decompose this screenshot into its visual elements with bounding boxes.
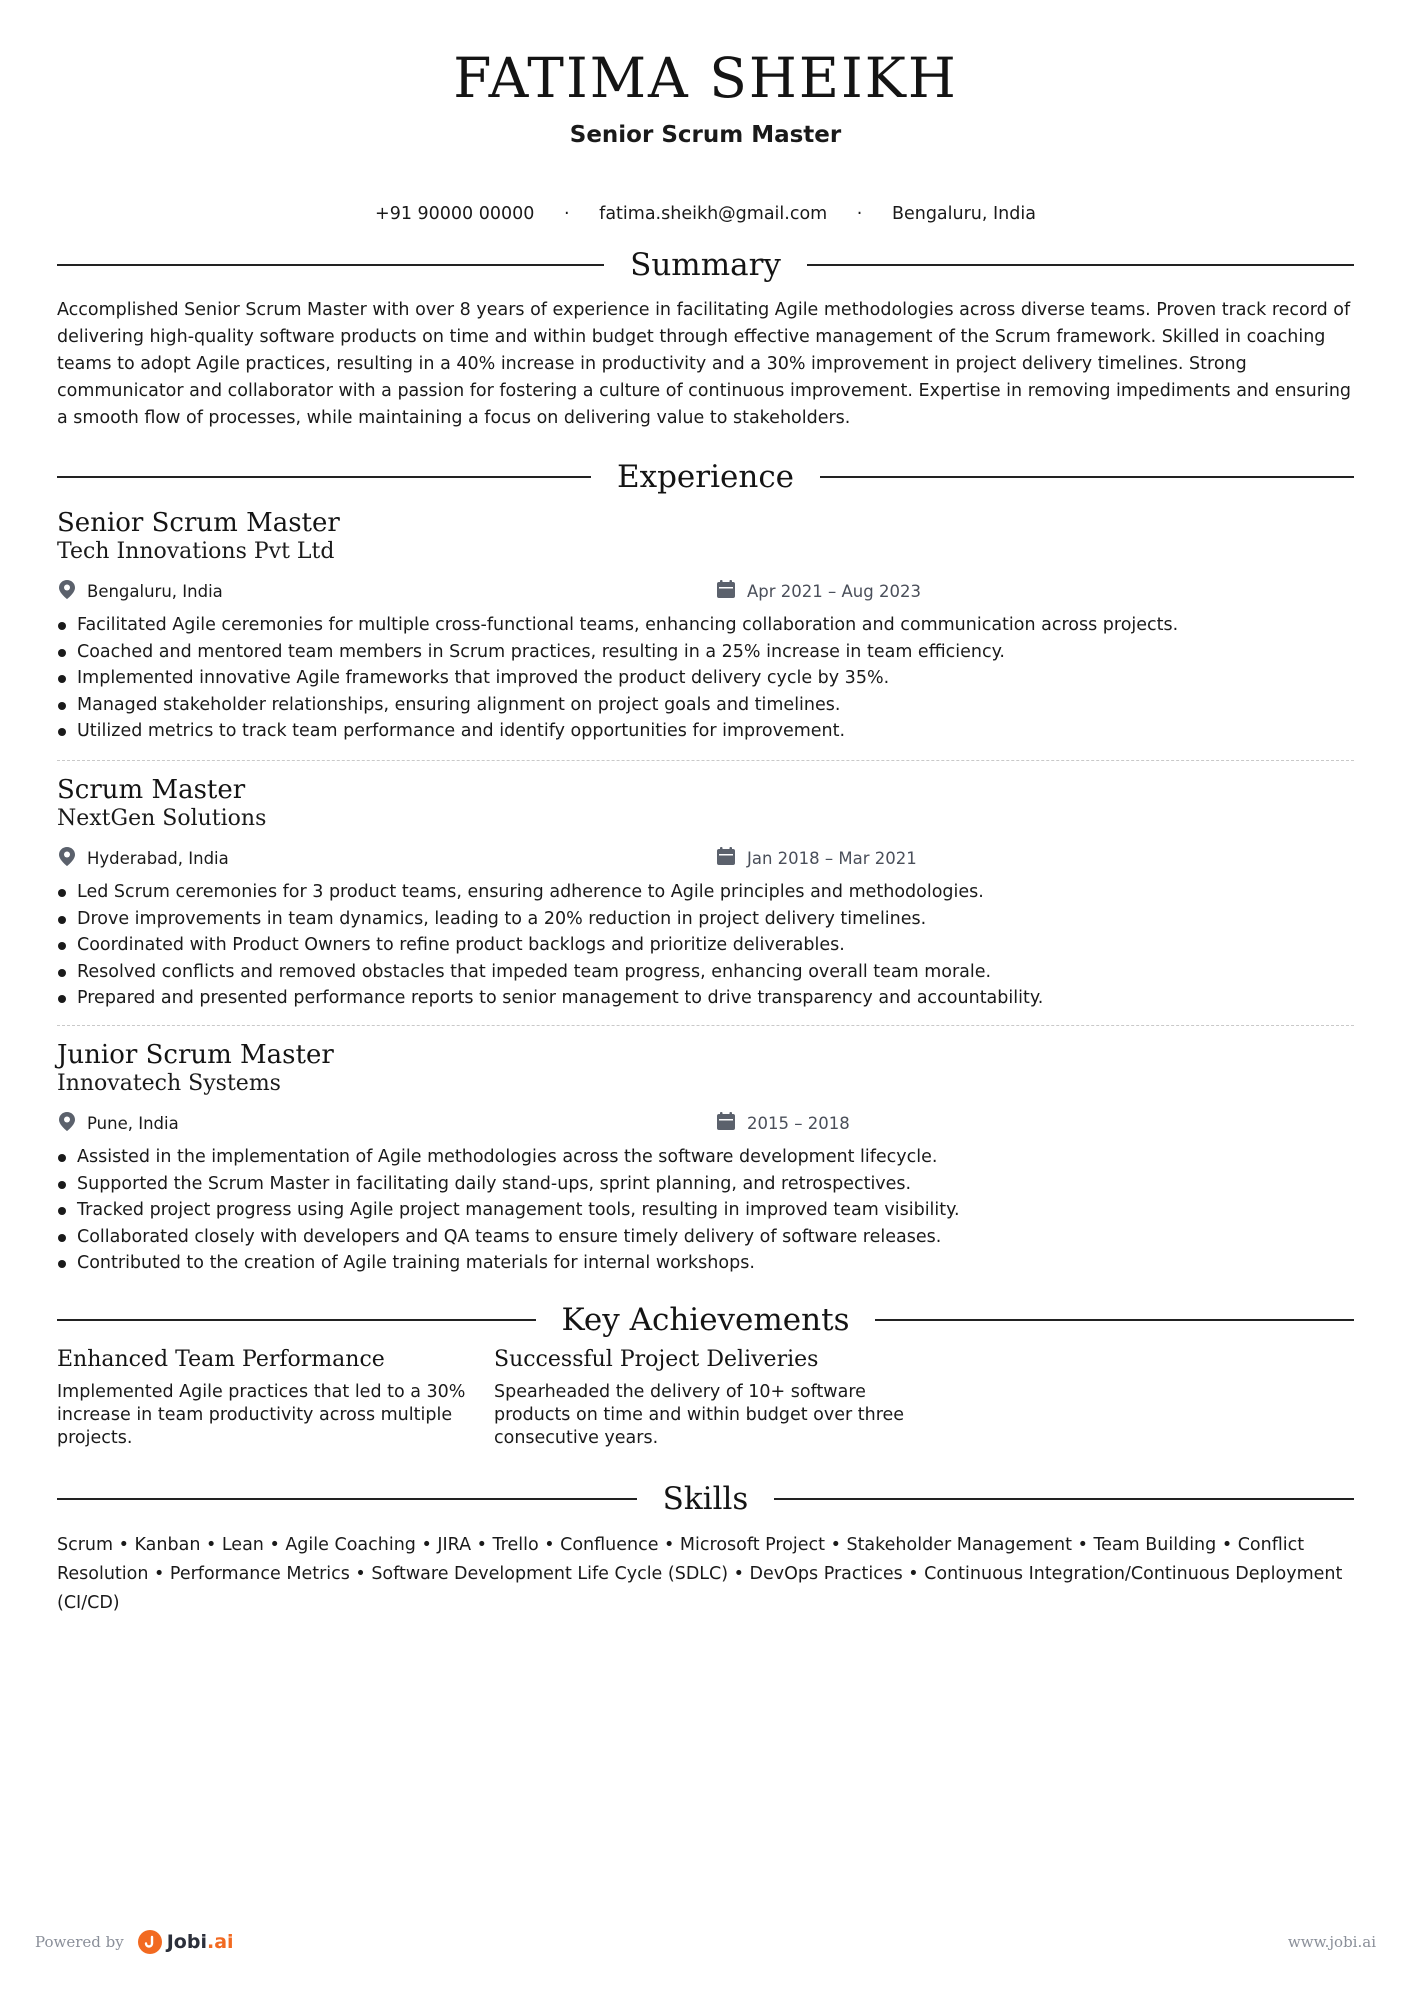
job-company: Innovatech Systems (57, 1071, 281, 1096)
job-bullet: Utilized metrics to track team performance and identify opportunities for improvement. (57, 718, 1354, 745)
job-location-text: Bengaluru, India (87, 582, 223, 601)
heading-rule (57, 476, 591, 478)
experience-entry (57, 508, 1354, 745)
heading-rule (57, 1319, 536, 1321)
job-bullet: Implemented innovative Agile frameworks that improved the product delivery cycle by 35%. (57, 665, 1354, 692)
job-bullet: Coordinated with Product Owners to refine product backlogs and prioritize deliverables. (57, 932, 1354, 959)
job-dates-text: 2015 – 2018 (747, 1113, 850, 1133)
job-company: Tech Innovations Pvt Ltd (57, 539, 335, 564)
job-bullet: Collaborated closely with developers and QA teams to ensure timely delivery of software releases. (57, 1224, 1354, 1251)
summary-text: Accomplished Senior Scrum Master with over 8 years of experience in facilitating Agile methodologies across diverse teams. Proven track record of delivering high-quality software products on time and within budget through effective management of the Scrum framework. Skilled in coaching teams to adopt Agile practices, resulting in a 40% increase in productivity and a 30% improvement in project delivery timelines. Strong communicator and collaborator with a passion for fostering a culture of continuous improvement. Expertise in removing impediments and ensuring a smooth flow of processes, while maintaining a focus on delivering value to stakeholders. (57, 300, 1352, 428)
map-pin-icon (59, 1112, 75, 1135)
job-dates-text: Jan 2018 – Mar 2021 (747, 848, 917, 868)
job-location (59, 847, 229, 870)
job-dates (717, 580, 921, 602)
contact-phone: +91 90000 00000 (375, 204, 535, 224)
powered-by-label: Powered by (35, 1933, 124, 1951)
job-bullet: Prepared and presented performance reports to senior management to drive transparency and accountability. (57, 985, 1354, 1012)
achievement-item (57, 1345, 477, 1450)
job-bullet: Coached and mentored team members in Scrum practices, resulting in a 25% increase in team efficiency. (57, 639, 1354, 666)
logo-accent: .ai (206, 1931, 234, 1953)
skills-heading (57, 1479, 1354, 1519)
logo-main: Jobi (166, 1931, 207, 1953)
job-bullets (57, 1144, 1354, 1277)
job-meta (57, 847, 1354, 873)
job-dates-text: Apr 2021 – Aug 2023 (747, 581, 921, 601)
job-location-text: Hyderabad, India (87, 849, 229, 868)
entry-divider (57, 1025, 1354, 1026)
achievements-heading (57, 1300, 1354, 1340)
skills-title: Skills (662, 1481, 749, 1517)
job-bullets (57, 879, 1354, 1012)
heading-rule (875, 1319, 1354, 1321)
summary-heading (57, 245, 1354, 285)
job-bullet: Supported the Scrum Master in facilitating daily stand-ups, sprint planning, and retrospectives. (57, 1171, 1354, 1198)
jobi-logo-text (167, 1931, 234, 1953)
calendar-icon (717, 580, 735, 602)
calendar-icon (717, 847, 735, 869)
job-bullet: Resolved conflicts and removed obstacles that impeded team progress, enhancing overall team morale. (57, 959, 1354, 986)
footer-branding (35, 1930, 234, 1954)
job-dates (717, 1112, 850, 1134)
job-location-text: Pune, India (87, 1114, 179, 1133)
job-bullet: Drove improvements in team dynamics, leading to a 20% reduction in project delivery timelines. (57, 906, 1354, 933)
job-location (59, 1112, 179, 1135)
summary-title: Summary (630, 247, 781, 283)
contact-email: fatima.sheikh@gmail.com (599, 204, 828, 224)
achievement-description: Implemented Agile practices that led to a 30% increase in team productivity across multiple projects. (57, 1382, 466, 1448)
entry-divider (57, 760, 1354, 761)
jobi-logo-icon (138, 1930, 162, 1954)
experience-entry (57, 775, 1354, 1012)
job-company: NextGen Solutions (57, 806, 267, 831)
achievement-title: Successful Project Deliveries (494, 1347, 819, 1372)
job-bullet: Facilitated Agile ceremonies for multiple cross-functional teams, enhancing collaboration and communication across projects. (57, 612, 1354, 639)
job-title: Senior Scrum Master (57, 508, 340, 538)
experience-entry (57, 1040, 1354, 1277)
job-bullets (57, 612, 1354, 745)
contact-separator: · (564, 204, 570, 224)
footer-website-link[interactable]: www.jobi.ai (1287, 1933, 1376, 1951)
heading-rule (57, 1498, 637, 1500)
achievement-item (494, 1345, 914, 1450)
job-bullet: Managed stakeholder relationships, ensuring alignment on project goals and timelines. (57, 692, 1354, 719)
job-bullet: Tracked project progress using Agile project management tools, resulting in improved team visibility. (57, 1197, 1354, 1224)
experience-title: Experience (616, 459, 795, 495)
jobi-logo[interactable] (138, 1930, 234, 1954)
job-location (59, 580, 223, 603)
job-dates (717, 847, 917, 869)
job-meta (57, 580, 1354, 606)
heading-rule (807, 264, 1354, 266)
achievements-title: Key Achievements (561, 1302, 850, 1338)
heading-rule (820, 476, 1354, 478)
calendar-icon (717, 1112, 735, 1134)
job-bullet: Led Scrum ceremonies for 3 product teams, ensuring adherence to Agile principles and methodologies. (57, 879, 1354, 906)
job-meta (57, 1112, 1354, 1138)
skills-text: Scrum • Kanban • Lean • Agile Coaching • JIRA • Trello • Confluence • Microsoft Project • Stakeholder Management • Team Building • Conflict Resolution • Performance Metrics • Software Development Life Cycle (SDLC) • DevOps Practices • Continuous Integration/Continuous Deployment (CI/CD) (57, 1535, 1343, 1613)
heading-rule (774, 1498, 1354, 1500)
heading-rule (57, 264, 604, 266)
experience-heading (57, 457, 1354, 497)
job-bullet: Assisted in the implementation of Agile methodologies across the software development lifecycle. (57, 1144, 1354, 1171)
map-pin-icon (59, 847, 75, 870)
job-title: Scrum Master (57, 775, 246, 805)
contact-line (57, 204, 1354, 224)
candidate-role: Senior Scrum Master (569, 122, 842, 148)
job-title: Junior Scrum Master (57, 1040, 334, 1070)
achievement-title: Enhanced Team Performance (57, 1347, 385, 1372)
contact-location: Bengaluru, India (891, 204, 1036, 224)
achievement-description: Spearheaded the delivery of 10+ software products on time and within budget over three consecutive years. (494, 1382, 905, 1448)
candidate-name: FATIMA SHEIKH (453, 46, 958, 110)
job-bullet: Contributed to the creation of Agile training materials for internal workshops. (57, 1250, 1354, 1277)
contact-separator: · (856, 204, 863, 224)
map-pin-icon (59, 580, 75, 603)
